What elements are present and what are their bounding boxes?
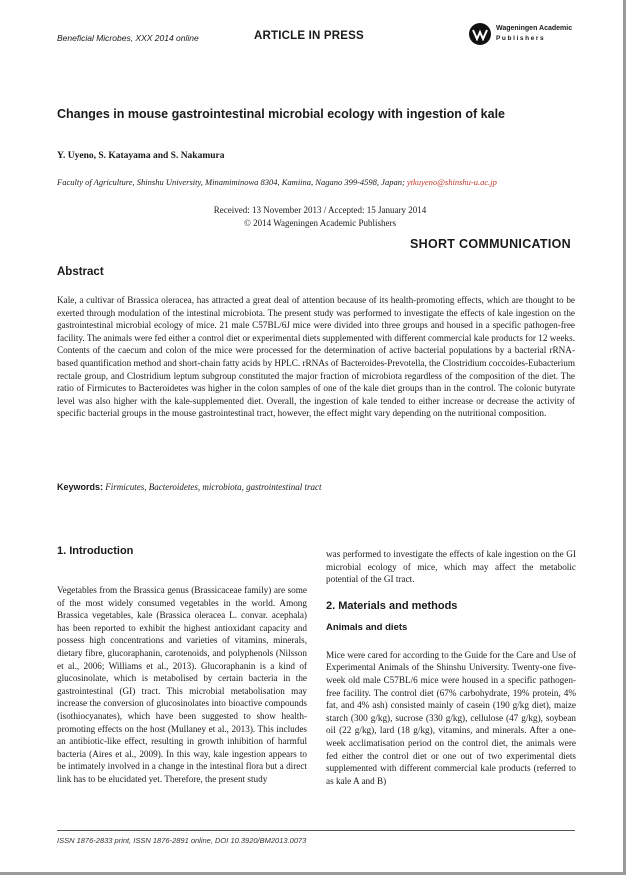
publisher-name: Wageningen Academic	[496, 25, 573, 32]
publisher-subtitle: Publishers	[496, 35, 546, 42]
abstract-heading: Abstract	[57, 266, 104, 278]
affiliation	[57, 177, 497, 187]
left-column	[57, 545, 307, 786]
intro-continuation: was performed to investigate the effects of kale ingestion on the GI microbial ecology of mice, which may affect the metabolic potential of the GI tract.	[326, 549, 576, 585]
article-title: Changes in mouse gastrointestinal microbial ecology with ingestion of kale	[57, 107, 505, 121]
journal-name: Beneficial Microbes, XXX 2014 online	[57, 33, 199, 43]
received-accepted: Received: 13 November 2013 / Accepted: 15 January 2014	[213, 205, 427, 215]
publisher-logo	[468, 22, 578, 52]
abstract-text: Kale, a cultivar of Brassica oleracea, has attracted a great deal of attention because of its health-promoting effects, which are thought to be exerted through modulation of the intestinal microbiota. The present study was performed to investigate the effects of kale ingestion on the gastrointestinal microbial ecology of mice. 21 male C57BL/6J mice were divided into three groups and housed in a specific pathogen-free facility. The animals were fed either a control diet or experimental diets supplemented with different commercial kale products for 12 weeks. Contents of the caecum and colon of the mice were processed for the determination of active bacterial populations by a bacterial rRNA-based quantification method and short-chain fatty acids by HPLC. rRNAs of Bacteroides-Prevotella, the Clostridium coccoides-Eubacterium rectale group, and Clostridium leptum subgroup constituted the major fraction of microbiota regardless of the composition of the diet. The ratio of Firmicutes to Bacteroidetes was higher in the colon samples of one of the kale diet groups than in the control. The colonic butyrate level was also higher with the kale-supplemented diet. Overall, the ingestion of kale tended to either increase or decrease the activity of specific bacterial groups in the mouse gastrointestinal tract, however, the effect might vary depending on the nutritional composition.	[57, 295, 575, 419]
intro-heading: 1. Introduction	[57, 545, 134, 557]
article-dates	[150, 204, 490, 230]
author-email-link[interactable]: ytkuyeno@shinshu-u.ac.jp	[406, 177, 497, 187]
article-type: SHORT COMMUNICATION	[409, 237, 571, 251]
methods-subheading: Animals and diets	[326, 621, 408, 633]
article-status: ARTICLE IN PRESS	[254, 30, 364, 42]
keywords-text: Firmicutes, Bacteroidetes, microbiota, gastrointestinal tract	[105, 482, 322, 492]
right-column	[326, 548, 576, 787]
methods-heading: 2. Materials and methods	[326, 599, 458, 612]
copyright: © 2014 Wageningen Academic Publishers	[244, 218, 396, 228]
affiliation-text: Faculty of Agriculture, Shinshu University, Minamiminowa 8304, Kamiina, Nagano 399-4598, Japan;	[57, 177, 405, 187]
article-authors: Y. Uyeno, S. Katayama and S. Nakamura	[57, 151, 225, 161]
footer-issn: ISSN 1876-2833 print, ISSN 1876-2891 online, DOI 10.3920/BM2013.0073	[57, 836, 307, 845]
footer-divider	[57, 830, 575, 831]
methods-text: Mice were cared for according to the Guide for the Care and Use of Experimental Animals of the Shinshu University. Twenty-one five-week old male C57BL/6 mice were housed in a specific pathogen-free facility. The control diet (67% carbohydrate, 19% protein, 4% fat, and 4% ash) consisted mainly of casein (190 g/kg diet), maize starch (300 g/kg), sucrose (330 g/kg), cellulose (47 g/kg), soybean oil (22 g/kg), lard (18 g/kg), vitamins, and minerals. After a one-week acclimatisation period on the control diet, the animals were fed either the control diet or one out of two experimental diets supplemented with different commercial kale products (referred to as kale A and B)	[326, 649, 576, 786]
keywords	[57, 482, 575, 492]
keywords-label: Keywords:	[57, 482, 104, 492]
intro-text: Vegetables from the Brassica genus (Brassicaceae family) are some of the most widely consumed vegetables in the world. Among Brassica vegetables, kale (Brassica oleracea L. convar. acephala) has been reported to exhibit the highest antioxidant capacity and possess high concentrations and varieties of vitamins, minerals, dietary fibre, glucoraphanin, carotenoids, and polyphenols (Nilsson et al., 2006; Williams et al., 2013). Glucoraphanin is a kind of glucosinolate, which is metabolised by certain bacteria in the gastrointestinal (GI) tract. This microbial metabolisation may increase the conversion of glucosinolates into bioactive compounds (isothiocyanates), which have been suggested to show health-promoting effects on the host (Mullaney et al., 2013). This includes an antibiotic-like effect, resulting in growth inhibition of harmful bacteria (Aires et al., 2009). In this way, kale ingestion appears to be intimately involved in a change in the intestinal flora but a direct link has to be elucidated yet. Therefore, the present study	[57, 585, 307, 784]
publisher-logo-icon	[468, 22, 492, 46]
